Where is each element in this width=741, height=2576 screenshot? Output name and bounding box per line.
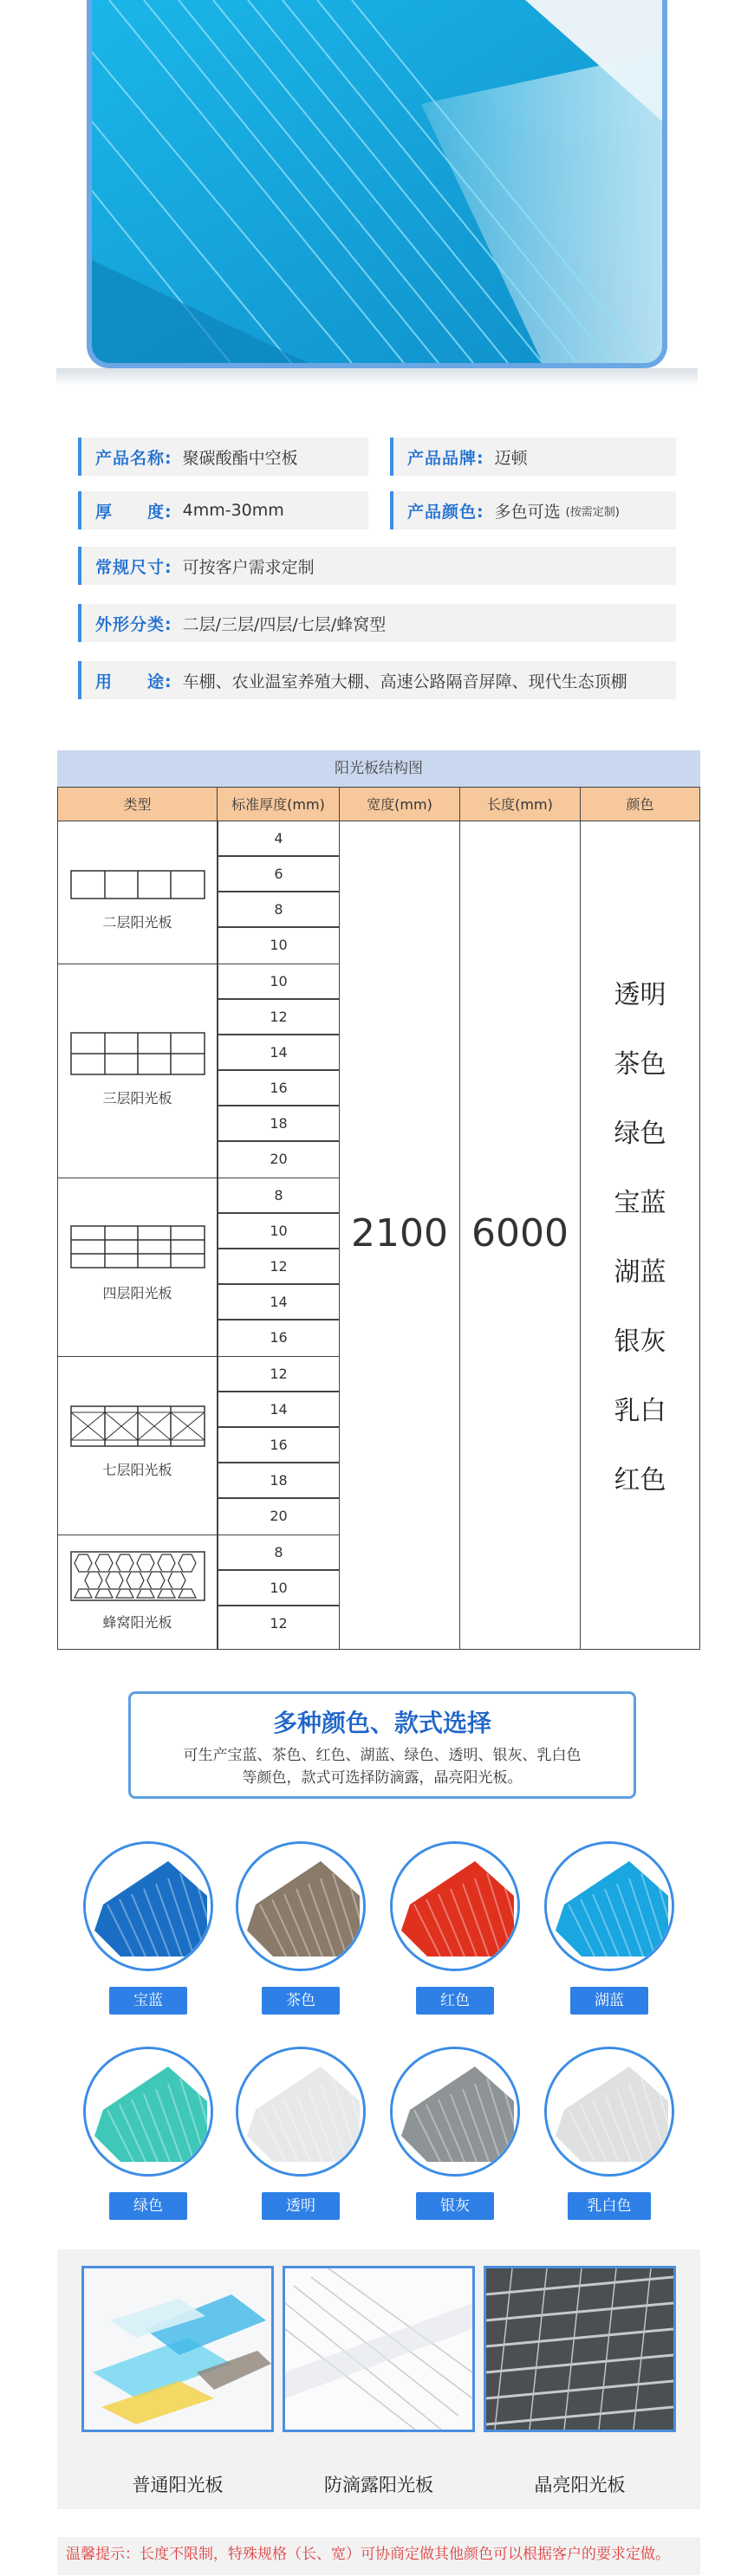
header-width: 宽度(mm) [339,787,460,821]
anti-drip-sheet-image [285,2268,472,2430]
promo-line-1: 可生产宝蓝、茶色、红色、湖蓝、绿色、透明、银灰、乳白色 [183,1747,582,1764]
size-value: 可按客户需求定制 [182,557,315,577]
thickness-cell: 12 [218,1606,340,1650]
thickness-cell: 4 [218,821,340,856]
thickness-cell: 14 [218,1035,340,1070]
normal-sheet-image [84,2268,271,2430]
swatch-sheet-image [238,1844,363,1969]
hero-image [87,0,667,368]
type-cell-seven-layer [57,1356,218,1535]
swatch-sheet-image [238,2049,363,2174]
thickness-cell: 20 [218,1498,340,1535]
info-thickness [78,491,368,529]
info-color [390,491,676,529]
color-label: 产品颜色: [407,502,484,522]
shape-label: 外形分类: [95,614,172,634]
thickness-cell: 14 [218,1392,340,1427]
thickness-cell: 8 [218,892,340,927]
swatch-sheet-image [86,1844,211,1969]
swatch-sheet-image [393,1844,517,1969]
usage-value: 车棚、农业温室养殖大棚、高速公路隔音屏障、现代生态顶棚 [182,672,627,691]
product-image-anti-drip [283,2266,475,2432]
type-label-two-layer: 二层阳光板 [102,914,172,931]
color-item: 红色 [614,1465,666,1496]
thickness-cell: 6 [218,856,340,892]
product-label-crystal: 晶亮阳光板 [534,2475,626,2495]
swatch-circle [544,1841,674,1971]
thickness-cell: 12 [218,1356,340,1392]
swatch-circle [544,2047,674,2177]
thickness-value: 4mm-30mm [182,501,284,520]
swatch-label: 湖蓝 [570,1987,648,2015]
swatch-label: 红色 [416,1987,494,2015]
four-layer-diagram [70,1225,205,1269]
color-note: (按需定制) [565,505,620,519]
swatch-circle [236,1841,366,1971]
product-image-normal [81,2266,274,2432]
shape-value: 二层/三层/四层/七层/蜂窝型 [182,614,387,634]
product-name-value: 聚碳酸酯中空板 [182,448,298,468]
thickness-cell: 12 [218,1249,340,1284]
thickness-cell: 12 [218,999,340,1035]
honeycomb-diagram [70,1551,205,1601]
type-label-honeycomb: 蜂窝阳光板 [102,1614,172,1631]
swatch-label: 乳白色 [568,2192,651,2220]
swatch-sheet-image [547,1844,672,1969]
swatch-label: 绿色 [109,2192,187,2220]
thickness-label: 厚 度: [95,502,172,522]
three-layer-diagram [70,1032,205,1075]
swatch-circle [390,2047,520,2177]
crystal-sheet-image [486,2268,673,2430]
thickness-cell: 10 [218,964,340,999]
swatch-label: 茶色 [262,1987,340,2015]
polycarbonate-sheet-image [92,0,662,363]
swatch-label: 银灰 [416,2192,494,2220]
thickness-cell: 8 [218,1178,340,1213]
header-type: 类型 [57,787,218,821]
thickness-cell: 14 [218,1284,340,1320]
header-length: 长度(mm) [459,787,581,821]
length-value: 6000 [471,1211,569,1256]
color-item: 茶色 [614,1049,666,1080]
swatch-circle [236,2047,366,2177]
product-image-crystal [484,2266,676,2432]
color-item: 宝蓝 [614,1188,666,1218]
info-brand [390,438,676,476]
thickness-cell: 18 [218,1106,340,1141]
thickness-cell: 10 [218,1570,340,1606]
color-item: 绿色 [614,1119,666,1149]
promo-line-2: 等颜色，款式可选择防滴露，晶亮阳光板。 [242,1769,523,1787]
product-name-label: 产品名称: [95,448,172,468]
color-item: 银灰 [614,1327,666,1357]
type-label-four-layer: 四层阳光板 [102,1285,172,1301]
hero-shadow [56,368,698,386]
thickness-cell: 16 [218,1070,340,1106]
thickness-cell: 8 [218,1535,340,1570]
color-item: 乳白 [614,1396,666,1426]
table-title: 阳光板结构图 [57,750,700,787]
info-product-name [78,438,368,476]
type-label-three-layer: 三层阳光板 [102,1090,172,1106]
thickness-cell: 10 [218,927,340,964]
swatch-sheet-image [547,2049,672,2174]
type-cell-two-layer [57,821,218,964]
info-size [78,547,676,585]
swatch-label: 透明 [262,2192,340,2220]
thickness-cell: 16 [218,1320,340,1357]
color-item: 透明 [614,980,666,1010]
swatch-circle [83,2047,213,2177]
seven-layer-diagram [70,1405,205,1447]
colors-cell [580,821,700,1650]
product-label-normal: 普通阳光板 [132,2475,224,2495]
type-cell-three-layer [57,964,218,1178]
thickness-cell: 20 [218,1141,340,1178]
two-layer-diagram [70,870,205,899]
thickness-cell: 10 [218,1213,340,1249]
thickness-cell: 18 [218,1463,340,1498]
header-color: 颜色 [580,787,700,821]
promo-box [128,1691,636,1799]
length-cell [459,821,581,1650]
swatch-sheet-image [393,2049,517,2174]
brand-value: 迈顿 [494,448,528,468]
info-usage [78,661,676,699]
brand-label: 产品品牌: [407,448,484,468]
thickness-cell: 16 [218,1427,340,1463]
swatch-circle [390,1841,520,1971]
swatch-circle [83,1841,213,1971]
width-value: 2100 [351,1211,448,1256]
type-cell-four-layer [57,1178,218,1357]
type-label-seven-layer: 七层阳光板 [102,1462,172,1478]
warning-note: 温馨提示：长度不限制，特殊规格（长、宽）可协商定做其他颜色可以根据客户的要求定做。 [57,2537,700,2575]
swatch-sheet-image [86,2049,211,2174]
header-thickness: 标准厚度(mm) [217,787,340,821]
product-label-anti-drip: 防滴露阳光板 [324,2475,433,2495]
promo-text [131,1744,634,1789]
info-shape [78,604,676,642]
color-value: 多色可选 [494,502,561,522]
promo-title: 多种颜色、款式选择 [272,1709,491,1737]
usage-label: 用 途: [95,672,172,691]
swatch-label: 宝蓝 [109,1987,187,2015]
color-item: 湖蓝 [614,1257,666,1288]
width-cell [339,821,460,1650]
size-label: 常规尺寸: [95,557,172,577]
type-cell-honeycomb [57,1535,218,1650]
